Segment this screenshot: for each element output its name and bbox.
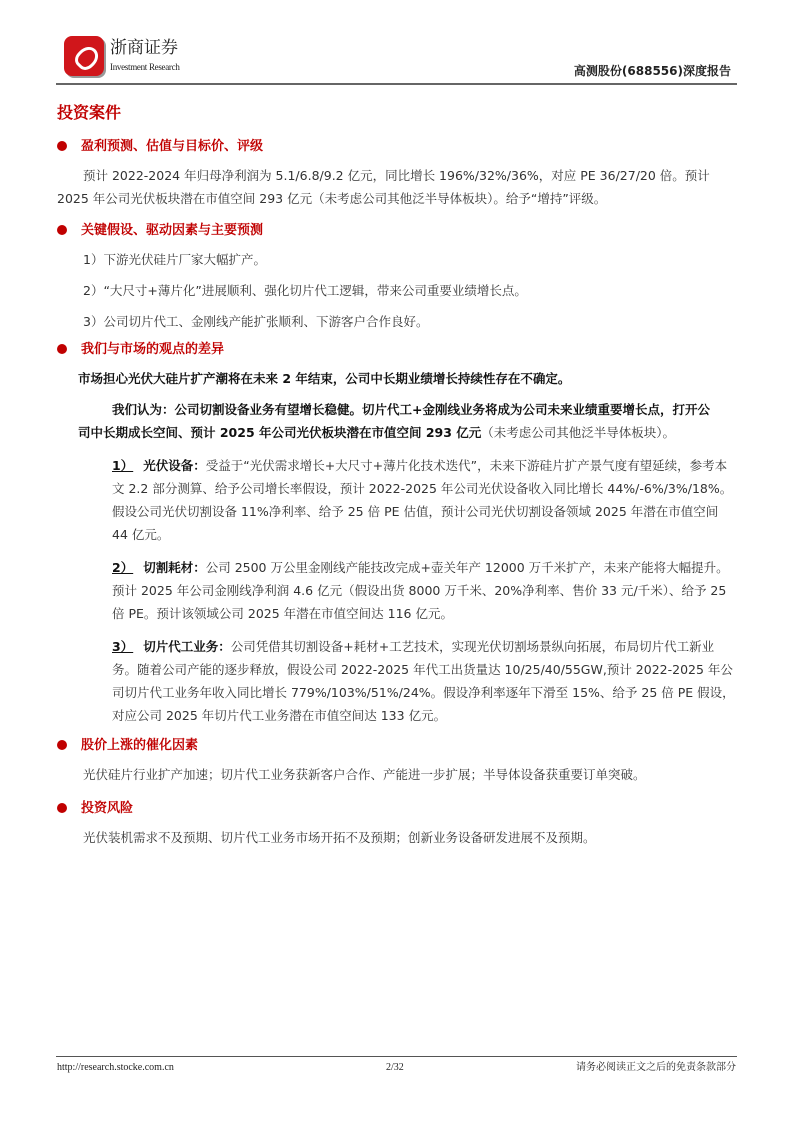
- point-text: 公司 2500 万公里金刚线产能技改完成+壶关年产 12000 万千米扩产，未来产能将大幅提升。预计 2025 年公司金刚线净利润 4.6 亿元（假设出货 8000 万千米、20%净利率、售价 33 元/千米）、给予 25 倍 PE。预计该领域公司 2025 年潜在市值空间达 116 亿元。: [112, 560, 729, 621]
- point-label: 切片代工业务：: [143, 639, 231, 654]
- paragraph: 光伏装机需求不及预期、切片代工业务市场开拓不及预期；创新业务设备研发进展不及预期。: [83, 830, 596, 845]
- page-title: 投资案件: [57, 103, 122, 122]
- point-item: [112, 556, 738, 625]
- bullet-icon: [57, 141, 67, 151]
- heading-text: 盈利预测、估值与目标价、评级: [81, 139, 264, 154]
- bullet-icon: [57, 740, 67, 750]
- point-number: 3）: [112, 639, 134, 654]
- section-heading: [57, 341, 738, 359]
- point-label: 切割耗材：: [143, 560, 206, 575]
- our-view-rest: （未考虑公司其他泛半导体板块）。: [481, 425, 676, 440]
- brand-name: 浙商证券: [110, 38, 178, 58]
- bullet-icon: [57, 225, 67, 235]
- section-heading: [57, 800, 738, 818]
- bullet-icon: [57, 803, 67, 813]
- page-number: 2/32: [386, 1062, 404, 1073]
- list-item: 1）下游光伏硅片厂家大幅扩产。: [83, 252, 266, 267]
- point-number: 1）: [112, 458, 134, 473]
- footer-divider: [56, 1056, 737, 1057]
- report-title: 高测股份(688556)深度报告: [573, 64, 731, 78]
- market-view: 市场担心光伏大硅片扩产潮将在未来 2 年结束，公司中长期业绩增长持续性存在不确定。: [78, 371, 571, 386]
- heading-text: 股价上涨的催化因素: [81, 738, 199, 753]
- point-label: 光伏设备：: [143, 458, 206, 473]
- our-view: [78, 398, 718, 444]
- point-text: 受益于“光伏需求增长+大尺寸+薄片化技术迭代”，未来下游硅片扩产景气度有望延续，参考本文 2.2 部分测算、给予公司增长率假设，预计 2022-2025 年公司光伏设备收入同比增长 44%/-6%/3%/18%。假设公司光伏切割设备 11%净利率、给予 25 倍 PE 估值，预计公司光伏切割设备领域 2025 年潜在市值空间 44 亿元。: [112, 458, 733, 542]
- section-heading: [57, 222, 738, 240]
- report-body: [57, 102, 738, 849]
- brand-subtitle: Investment Research: [110, 62, 180, 72]
- paragraph: 光伏硅片行业扩产加速；切片代工业务获新客户合作、产能进一步扩展；半导体设备获重要订单突破。: [83, 767, 646, 782]
- header-divider: [56, 83, 737, 85]
- paragraph: 预计 2022-2024 年归母净利润为 5.1/6.8/9.2 亿元，同比增长 196%/32%/36%，对应 PE 36/27/20 倍。预计 2025 年公司光伏板块潜在市值空间 293 亿元（未考虑公司其他泛半导体板块）。给予“增持”评级。: [57, 168, 710, 206]
- section-heading: [57, 138, 738, 156]
- point-number: 2）: [112, 560, 134, 575]
- point-item: [112, 454, 738, 546]
- section-heading: [57, 737, 738, 755]
- list-item: 3）公司切片代工、金刚线产能扩张顺利、下游客户合作良好。: [83, 314, 429, 329]
- logo-icon: [64, 36, 104, 76]
- heading-text: 我们与市场的观点的差异: [81, 342, 225, 357]
- point-item: [112, 635, 738, 727]
- footer-disclaimer: 请务必阅读正文之后的免责条款部分: [576, 1062, 736, 1073]
- heading-text: 关键假设、驱动因素与主要预测: [81, 223, 264, 238]
- footer-url[interactable]: http://research.stocke.com.cn: [57, 1062, 174, 1073]
- bullet-icon: [57, 344, 67, 354]
- list-item: 2）“大尺寸+薄片化”进展顺利、强化切片代工逻辑，带来公司重要业绩增长点。: [83, 283, 527, 298]
- point-text: 公司凭借其切割设备+耗材+工艺技术，实现光伏切割场景纵向拓展，布局切片代工新业务。随着公司产能的逐步释放，假设公司 2022-2025 年代工出货量达 10/25/40/55GW,预计 2022-2025 年公司切片代工业务年收入同比增长 779%/103%/51%/24%。假设净利率逐年下滑至 15%、给予 25 倍 PE 假设，对应公司 2025 年切片代工业务潜在市值空间达 133 亿元。: [112, 639, 735, 723]
- our-view-bold: 我们认为：公司切割设备业务有望增长稳健。切片代工+金刚线业务将成为公司未来业绩重要增长点，打开公司中长期成长空间、预计 2025 年公司光伏板块潜在市值空间 293 亿元: [78, 402, 710, 440]
- heading-text: 投资风险: [81, 801, 134, 816]
